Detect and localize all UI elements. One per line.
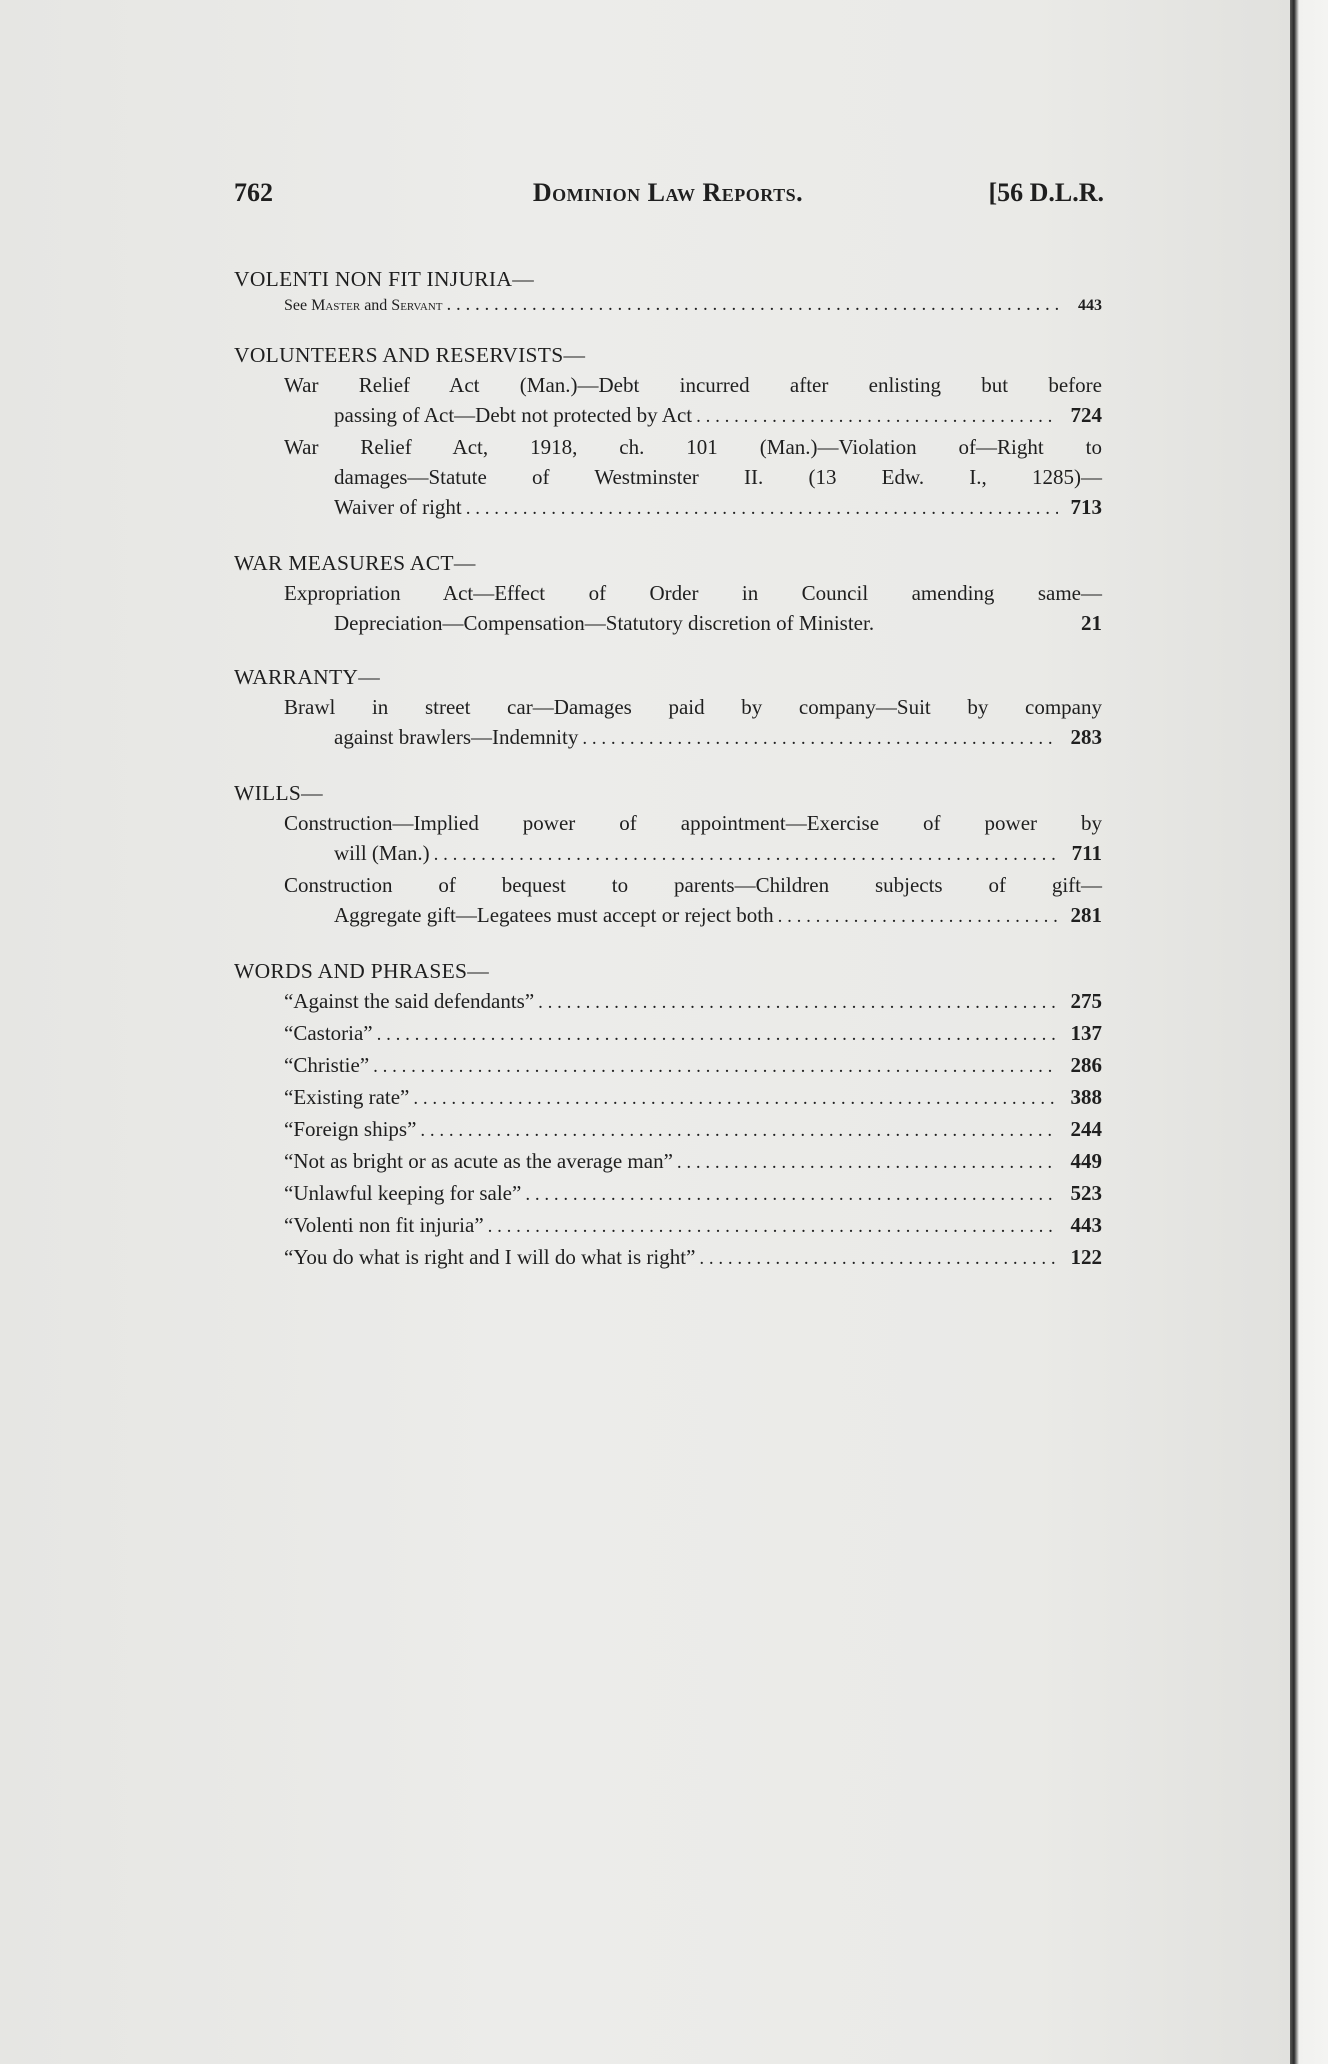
entry-text-continued: against brawlers—Indemnity (334, 725, 579, 749)
dot-leader (420, 1116, 1058, 1146)
entry-text-continued: Depreciation—Compensation—Statutory discretion of Minister. (334, 611, 875, 635)
index-section-warranty (234, 662, 1102, 754)
dot-leader (525, 1180, 1058, 1210)
book-spine-edge (1290, 0, 1328, 2064)
page-reference: 283 (1070, 725, 1102, 749)
entry-text: See Master and Servant (284, 297, 443, 314)
phrase-entry (234, 1050, 1102, 1082)
dot-leader (373, 1052, 1058, 1082)
phrase-list (234, 986, 1102, 1274)
page-reference: 724 (1070, 403, 1102, 427)
dot-leader (377, 1020, 1058, 1050)
phrase-entry (234, 1210, 1102, 1242)
phrase-text: “Against the said defendants” (284, 989, 535, 1013)
index-section-volunteers (234, 340, 1102, 524)
phrase-text: “Unlawful keeping for sale” (284, 1181, 522, 1205)
dot-leader (778, 902, 1058, 932)
index-section-wills (234, 778, 1102, 932)
volume-reference: [56 D.L.R. (988, 178, 1104, 207)
page-reference: 244 (1070, 1117, 1102, 1141)
entry-text-continued: Waiver of right (334, 495, 462, 519)
page-reference: 281 (1070, 903, 1102, 927)
section-heading: WORDS AND PHRASES— (234, 959, 490, 983)
running-head (234, 178, 1102, 218)
phrase-entry (234, 1018, 1102, 1050)
dot-leader (434, 840, 1058, 870)
page-reference: 275 (1070, 989, 1102, 1013)
section-heading: WAR MEASURES ACT— (234, 551, 476, 575)
page-reference: 137 (1070, 1021, 1102, 1045)
page-reference: 443 (1078, 297, 1102, 314)
page-reference: 388 (1070, 1085, 1102, 1109)
entry-text: Construction—Implied power of appointment—Exercise of power by (284, 811, 1102, 835)
phrase-entry (234, 1242, 1102, 1274)
dot-leader (582, 724, 1058, 754)
section-heading: WILLS— (234, 781, 323, 805)
section-heading: VOLUNTEERS AND RESERVISTS— (234, 343, 586, 367)
phrase-entry (234, 1146, 1102, 1178)
phrase-text: “You do what is right and I will do what is right” (284, 1245, 696, 1269)
page-reference: 286 (1070, 1053, 1102, 1077)
entry-text: Construction of bequest to parents—Children subjects of gift— (284, 873, 1102, 897)
phrase-text: “Volenti non fit injuria” (284, 1213, 484, 1237)
phrase-text: “Castoria” (284, 1021, 373, 1045)
publication-title: Dominion Law Reports. (532, 178, 804, 207)
section-heading: VOLENTI NON FIT INJURIA— (234, 267, 535, 291)
dot-leader (488, 1212, 1058, 1242)
index-entry (234, 294, 1102, 316)
entry-text-continued: will (Man.) (334, 841, 430, 865)
dot-leader (413, 1084, 1058, 1114)
dot-leader (699, 1244, 1058, 1274)
index-entry (234, 432, 1102, 524)
phrase-text: “Existing rate” (284, 1085, 410, 1109)
index-entry (234, 870, 1102, 932)
index-section-war-measures (234, 548, 1102, 638)
phrase-entry (234, 1178, 1102, 1210)
dot-leader (447, 294, 1058, 316)
entry-text-continued: Aggregate gift—Legatees must accept or reject both (334, 903, 774, 927)
page-reference: 449 (1070, 1149, 1102, 1173)
phrase-text: “Foreign ships” (284, 1117, 417, 1141)
phrase-entry (234, 1114, 1102, 1146)
index-page-content (234, 178, 1102, 1274)
dot-leader (538, 988, 1058, 1018)
phrase-entry (234, 1082, 1102, 1114)
page-reference: 523 (1070, 1181, 1102, 1205)
index-section-volenti (234, 264, 1102, 316)
phrase-text: “Christie” (284, 1053, 370, 1077)
page-reference: 713 (1070, 495, 1102, 519)
dot-leader (677, 1148, 1058, 1178)
entry-text: Expropriation Act—Effect of Order in Council amending same— (284, 581, 1102, 605)
page-reference: 122 (1070, 1245, 1102, 1269)
entry-text: War Relief Act, 1918, ch. 101 (Man.)—Violation of—Right to (284, 435, 1102, 459)
section-heading: WARRANTY— (234, 665, 381, 689)
phrase-entry (234, 986, 1102, 1018)
page-reference: 443 (1070, 1213, 1102, 1237)
entry-text: Brawl in street car—Damages paid by company—Suit by company (284, 695, 1102, 719)
dot-leader (696, 402, 1058, 432)
dot-leader (466, 494, 1058, 524)
phrase-text: “Not as bright or as acute as the average man” (284, 1149, 673, 1173)
index-entry (234, 370, 1102, 432)
entry-text-continued: damages—Statute of Westminster II. (13 Edw. I., 1285)— (334, 465, 1102, 489)
index-entry (234, 808, 1102, 870)
index-entry (234, 578, 1102, 638)
index-entry (234, 692, 1102, 754)
entry-text-continued: passing of Act—Debt not protected by Act (334, 403, 693, 427)
entry-text: War Relief Act (Man.)—Debt incurred after enlisting but before (284, 373, 1102, 397)
page-reference: 711 (1071, 841, 1102, 865)
page-number: 762 (234, 178, 273, 207)
page-reference: 21 (1081, 611, 1102, 635)
index-section-words-and-phrases (234, 956, 1102, 1274)
